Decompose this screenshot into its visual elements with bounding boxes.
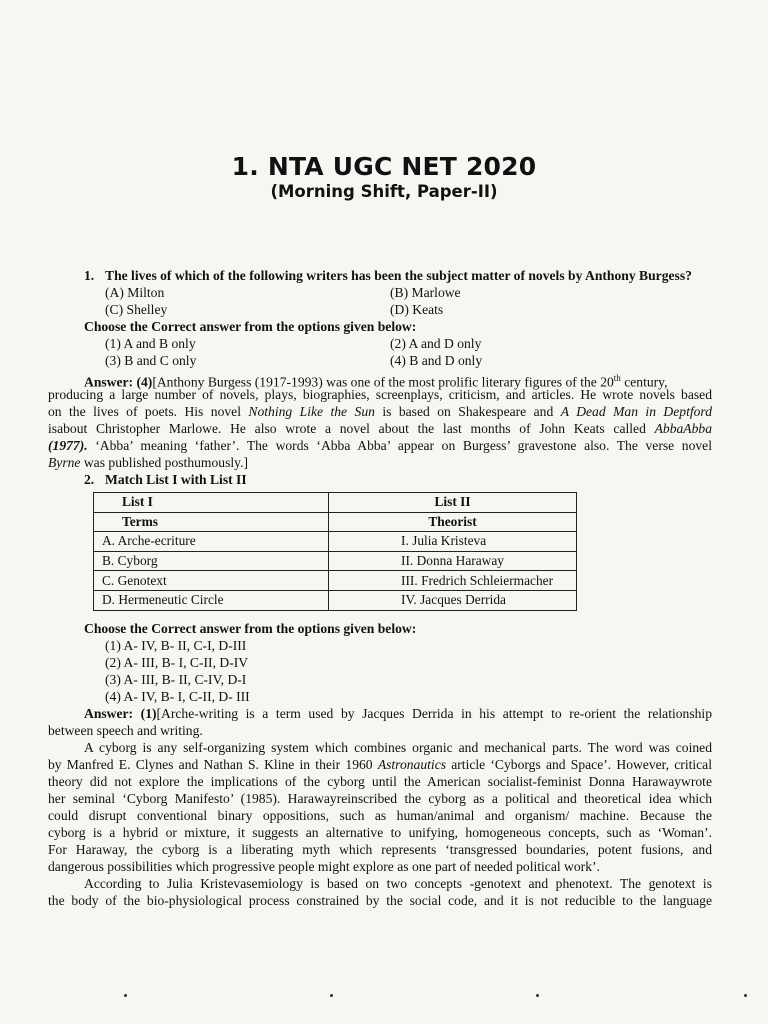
q2-question: Match List I with List II [105,472,247,487]
q1-answer-choice-4: (4) B and D only [390,353,483,368]
table-cell: IV. Jacques Derrida [329,590,577,610]
table-cell: B. Cyborg [94,551,329,571]
scan-speck [536,994,539,997]
paragraph-line: theory did not explore the implications of the cyborg until the American socialist-feminist Donna Harawaywrote [48,774,712,789]
q1-answer-line: (1977). ‘Abba’ meaning ‘father’. The words ‘Abba Abba’ appear on Burgess’ gravestone also. The verse novel [48,438,712,453]
page-title: 1. NTA UGC NET 2020 [231,152,537,181]
q2-answer-line: Answer: (1)[Arche-writing is a term used by Jacques Derrida in his attempt to re-orient the relationship [84,706,713,721]
table-row [94,551,577,571]
q1-option-d: (D) Keats [390,302,444,317]
q1-question: The lives of which of the following writers has been the subject matter of novels by Anthony Burgess? [105,268,692,283]
table-cell: A. Arche-ecriture [94,532,329,552]
q1-answer-line: producing a large number of novels, plays, biographies, screenplays, criticism, and articles. He wrote novels based [48,387,712,402]
table-cell: III. Fredrich Schleiermacher [329,571,577,591]
q2-choose-instruction: Choose the Correct answer from the options given below: [84,621,417,636]
table-cell: D. Hermeneutic Circle [94,590,329,610]
table-cell: C. Genotext [94,571,329,591]
q2-answer-label: Answer: (1) [84,706,157,721]
q1-answer-line: Answer: (4)[Anthony Burgess (1917-1993) was one of the most prolific literary figures of the 20th century, [84,373,668,390]
q1-answer-line: on the lives of poets. His novel Nothing Like the Sun is based on Shakespeare and A Dead Man in Deptford [48,404,713,419]
q2-answer-line: between speech and writing. [48,723,203,738]
q2-answer-choice-1: (1) A- IV, B- II, C-I, D-III [105,638,247,653]
q1-number: 1. [84,268,95,283]
table-header-cell: List I [94,493,329,513]
table-row [94,590,577,610]
q1-choose-instruction: Choose the Correct answer from the options given below: [84,319,417,334]
scan-speck [124,994,127,997]
q2-answer-choice-2: (2) A- III, B- I, C-II, D-IV [105,655,249,670]
table-header-row [94,512,577,532]
q1-answer-line: isabout Christopher Marlowe. He also wrote a novel about the last months of John Keats called AbbaAbba [48,421,712,436]
table-header-row [94,493,577,513]
q2-answer-choice-3: (3) A- III, B- II, C-IV, D-I [105,672,247,687]
table-header-cell: Theorist [329,512,577,532]
q1-answer-choice-3: (3) B and C only [105,353,197,368]
q2-number: 2. [84,472,95,487]
paragraph-line: the body of the bio-physiological process constrained by the social code, and it is not reducible to the language [48,893,712,908]
table-cell: I. Julia Kristeva [329,532,577,552]
page-subtitle: (Morning Shift, Paper-II) [270,182,498,201]
scan-speck [330,994,333,997]
q1-option-c: (C) Shelley [105,302,168,317]
paragraph-line: her seminal ‘Cyborg Manifesto’ (1985). Harawayreinscribed the cyborg as a political and theoretical idea which [48,791,712,806]
q1-option-b: (B) Marlowe [390,285,461,300]
paragraph-line: cyborg is a hybrid or mixture, it suggests an alternative to unifying, homogeneous concepts, such as ‘Woman’. [48,825,712,840]
q1-answer-choice-1: (1) A and B only [105,336,196,351]
paragraph-line: dangerous possibilities which progressive people might explore as one part of needed political work’. [48,859,600,874]
paragraph-line: A cyborg is any self-organizing system which combines organic and mechanical parts. The word was coined [84,740,712,755]
paragraph-line: According to Julia Kristevasemiology is based on two concepts -genotext and phenotext. The genotext is [84,876,712,891]
paragraph-line: For Haraway, the cyborg is a liberating myth which represents ‘transgressed boundaries, potent fusions, and [48,842,712,857]
table-header-cell: Terms [94,512,329,532]
paragraph-line: by Manfred E. Clynes and Nathan S. Kline in their 1960 Astronautics article ‘Cyborgs and Space’. However, critical [48,757,712,772]
table-row [94,571,577,591]
q1-answer-choice-2: (2) A and D only [390,336,482,351]
table-row [94,532,577,552]
q1-answer-line: Byrne was published posthumously.] [48,455,248,470]
match-table [93,492,577,611]
q1-option-a: (A) Milton [105,285,165,300]
scan-speck [744,994,747,997]
table-cell: II. Donna Haraway [329,551,577,571]
q2-answer-choice-4: (4) A- IV, B- I, C-II, D- III [105,689,250,704]
q1-answer-label: Answer: (4) [84,374,153,390]
paragraph-line: could disrupt conventional binary oppositions, such as human/animal and organism/ machine. Because the [48,808,712,823]
table-header-cell: List II [329,493,577,513]
